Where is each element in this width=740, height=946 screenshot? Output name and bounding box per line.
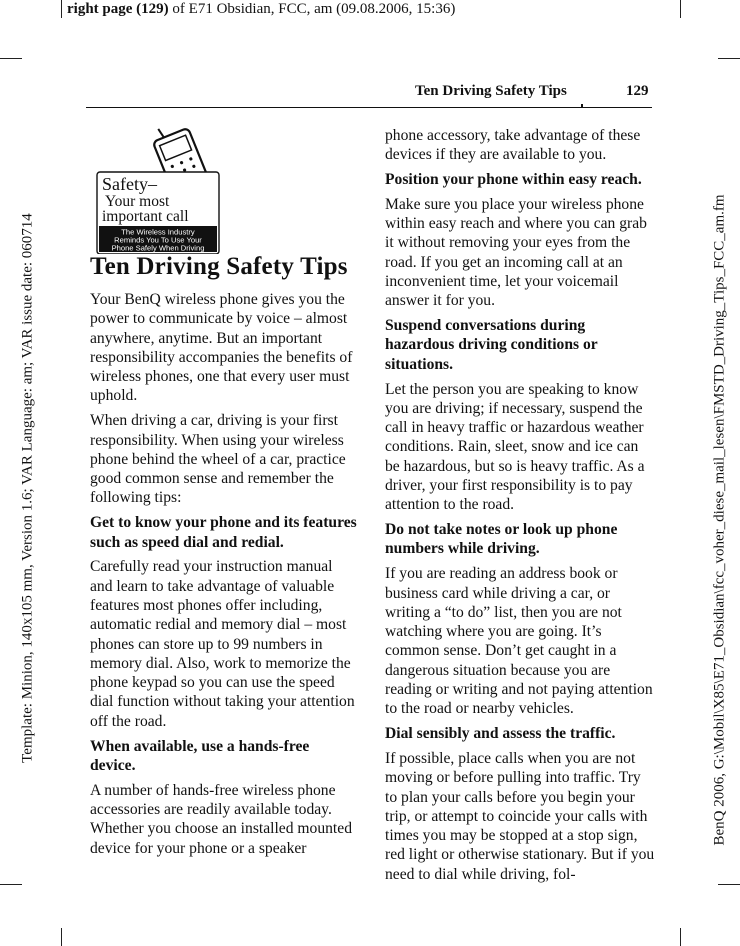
logo-line2: Your most <box>105 193 170 210</box>
crop-mark <box>680 0 681 18</box>
logo-banner2: Reminds You To Use Your <box>114 235 202 245</box>
logo-line1: Safety– <box>102 174 157 194</box>
file-path-vertical: BenQ 2006, G:\Mobil\X85\E71_Obsidian\fcc_voher_diese_mail_lesen\FMSTD_Driving_Tips_FCC_am.fm <box>711 194 728 846</box>
crop-mark <box>718 884 740 885</box>
body-paragraph: When driving a car, driving is your first responsibility. When using your wireless phone behind the wheel of a car, practice good common sense and remember the following tips: <box>90 412 346 507</box>
section-heading: When available, use a hands-free device. <box>90 737 310 774</box>
section-heading: Dial sensibly and assess the traffic. <box>385 725 616 743</box>
section-heading: Suspend conversations during hazardous driving conditions or situations. <box>385 317 598 373</box>
crop-mark <box>0 58 22 59</box>
print-slug-page: right page (129) <box>67 1 169 17</box>
crop-mark <box>680 928 681 946</box>
crop-mark <box>61 0 62 18</box>
crop-mark <box>0 884 22 885</box>
logo-line3: important call <box>102 208 189 225</box>
crop-mark <box>61 928 62 946</box>
header-rule <box>86 107 652 108</box>
print-slug-details: of E71 Obsidian, FCC, am (09.08.2006, 15:36) <box>168 1 456 17</box>
running-head: Ten Driving Safety Tips <box>415 83 567 99</box>
section-heading: Position your phone within easy reach. <box>385 171 642 189</box>
body-paragraph: A number of hands-free wireless phone accessories are readily available today. Whether you choose an installed mounted device for your phone or a speaker <box>90 781 352 857</box>
body-paragraph: phone accessory, take advantage of these devices if they are available to you. <box>385 127 641 164</box>
left-column <box>90 290 358 863</box>
body-paragraph: Carefully read your instruction manual and learn to take advantage of valuable features most phones offer including, automatic redial and memory dial – most phones can store up to 99 numbers in memory dial. Also, work to memorize the phone keypad so you can use the speed dial function without taking your attention off the road. <box>90 558 355 730</box>
logo-banner1: The Wireless Industry <box>121 227 195 237</box>
body-paragraph: Make sure you place your wireless phone within easy reach and where you can grab it without removing your eyes from the road. If you get an incoming call at an inconvenient time, let your voicemail answer it for you. <box>385 195 647 310</box>
body-paragraph: If you are reading an address book or business card while driving a car, or writing a “to do” list, then you are not watching where you are going. It’s common sense. Don’t get caught in a dangerous situation because you are reading or writing and not paying attention to the road or nearby vehicles. <box>385 565 653 718</box>
right-column <box>385 126 655 889</box>
section-heading: Get to know your phone and its features such as speed dial and redial. <box>90 514 357 551</box>
body-paragraph: Let the person you are speaking to know you are driving; if necessary, suspend the call in heavy traffic or hazardous weather conditions. Rain, sleet, snow and ice can be hazardous, but so is heavy traffic. As a driver, your first responsibility is to pay attention to the road. <box>385 380 645 514</box>
print-slug <box>67 1 455 18</box>
body-paragraph: If possible, place calls when you are not moving or before pulling into traffic. Try to plan your calls before you begin your trip, or attempt to coincide your calls with times you may be stopped at a stop sign, red light or otherwise stationary. But if you need to dial while driving, fol- <box>385 749 655 883</box>
safety-logo <box>96 126 226 254</box>
header-rule-tick <box>581 104 583 108</box>
crop-mark <box>718 58 740 59</box>
template-info-vertical: Template: Minion, 140x105 mm, Version 1.6; VAR Language: am; VAR issue date: 060714 <box>19 213 36 763</box>
body-paragraph: Your BenQ wireless phone gives you the power to communicate by voice – almost anywhere, anytime. But an important responsibility accompanies the benefits of wireless phones, one that every user must uphold. <box>90 291 353 405</box>
page-title: Ten Driving Safety Tips <box>90 253 348 280</box>
section-heading: Do not take notes or look up phone numbers while driving. <box>385 521 618 558</box>
logo-banner3: Phone Safely When Driving <box>111 243 205 253</box>
page-number: 129 <box>626 83 649 99</box>
